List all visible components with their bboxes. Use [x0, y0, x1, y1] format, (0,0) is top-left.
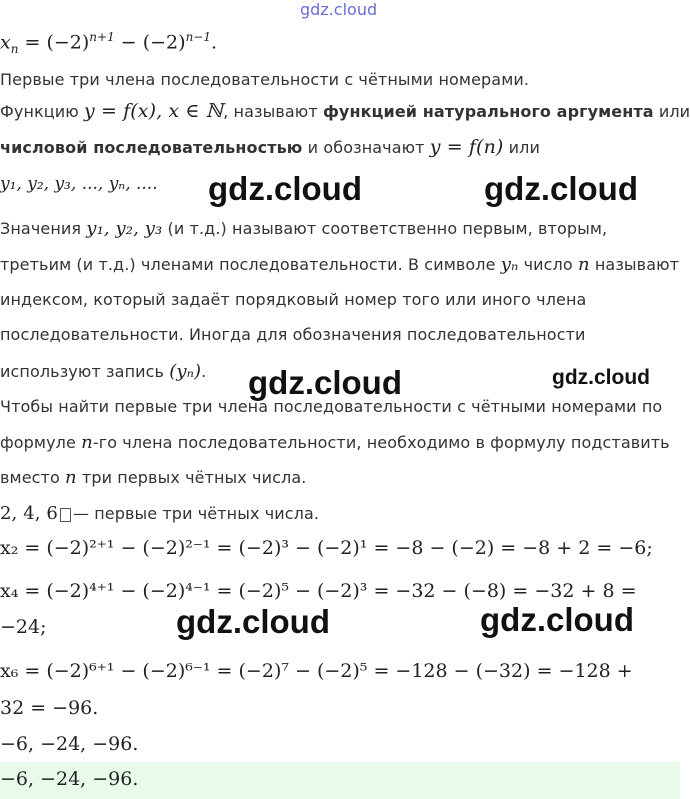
- paragraph-line-11: [0, 432, 680, 453]
- answer-text: −6, −24, −96.: [0, 768, 139, 790]
- paragraph-values: [0, 218, 680, 239]
- text-span: или: [653, 102, 690, 121]
- text-span: называют: [589, 255, 680, 274]
- text-span: Функцию: [0, 102, 85, 121]
- formula-x-sub: n: [10, 42, 19, 57]
- paragraph-line-13: [0, 503, 680, 524]
- text-span: (и т.д.) называют соответственно первым, вторым,: [162, 219, 608, 238]
- formula-exp2: n−1: [185, 30, 211, 44]
- text-span: , называют: [223, 102, 323, 121]
- paragraph-line-12: [0, 467, 680, 488]
- text-span: три первых чётных числа.: [76, 468, 307, 487]
- text-span: используют запись: [0, 362, 170, 381]
- math-span: n: [81, 432, 93, 453]
- text-span: Значения: [0, 219, 87, 238]
- math-span: y₁, y₂, y₃: [86, 218, 163, 239]
- paragraph-task: Первые три члена последовательности с чётными номерами.: [0, 70, 530, 89]
- paragraph-definition-1: [0, 100, 690, 122]
- formula-line: [0, 30, 680, 56]
- watermark: gdz.cloud: [484, 170, 638, 207]
- paragraph-line-6: [0, 254, 680, 275]
- text-span: третьим (и т.д.) членами последовательности. В символе: [0, 255, 501, 274]
- watermark: gdz.cloud: [480, 601, 634, 638]
- formula-part1: = (−2): [18, 31, 90, 54]
- math-span: y₁, y₂, y₃, ..., yₙ, ....: [0, 174, 158, 194]
- answer-box: [0, 762, 680, 799]
- text-span: -го члена последовательности, необходимо в формулу подставить: [92, 433, 670, 452]
- math-span: y = f(x), x ∈ ℕ: [84, 100, 224, 122]
- bold-term: числовой последовательностью: [0, 138, 303, 157]
- watermark-top: gdz.cloud: [300, 0, 378, 19]
- paragraph-line-7: индексом, который задаёт порядковый номер того или иного члена: [0, 290, 587, 309]
- math-span: n: [577, 254, 590, 275]
- equation-x4-line1: x₄ = (−2)⁴⁺¹ − (−2)⁴⁻¹ = (−2)⁵ − (−2)³ = −32 − (−8) = −32 + 8 =: [0, 580, 637, 602]
- text-span: число: [518, 255, 578, 274]
- paragraph-line-8: последовательности. Иногда для обозначения последовательности: [0, 325, 586, 344]
- equation-x6-line2: 32 = −96.: [0, 697, 99, 719]
- text-span: — первые три чётных числа.: [72, 504, 320, 523]
- formula-x: x: [0, 31, 11, 54]
- text-span: формуле: [0, 433, 82, 452]
- math-span: y = f(n): [429, 136, 504, 158]
- equation-x2: x₂ = (−2)²⁺¹ − (−2)²⁻¹ = (−2)³ − (−2)¹ = −8 − (−2) = −8 + 2 = −6;: [0, 537, 653, 559]
- watermark: gdz.cloud: [248, 364, 402, 401]
- math-span: 2, 4, 6: [0, 503, 58, 524]
- missing-glyph-icon: [60, 508, 71, 522]
- text-span: или: [503, 138, 540, 157]
- formula-exp1: n+1: [89, 30, 115, 44]
- bold-term: функцией натурального аргумента: [322, 102, 654, 121]
- math-span: yₙ: [500, 254, 519, 275]
- result-line: −6, −24, −96.: [0, 733, 139, 755]
- formula-dot: .: [210, 31, 218, 54]
- formula-part2: − (−2): [114, 31, 186, 54]
- text-span: и обозначают: [302, 138, 430, 157]
- watermark: gdz.cloud: [176, 603, 330, 640]
- math-span: n: [65, 467, 77, 488]
- watermark: gdz.cloud: [552, 366, 650, 389]
- watermark: gdz.cloud: [208, 170, 362, 207]
- text-span: .: [201, 362, 207, 381]
- paragraph-definition-2: [0, 136, 680, 158]
- equation-x6-line1: x₆ = (−2)⁶⁺¹ − (−2)⁶⁻¹ = (−2)⁷ − (−2)⁵ = −128 − (−32) = −128 +: [0, 660, 633, 682]
- text-span: вместо: [0, 468, 66, 487]
- equation-x4-line2: −24;: [0, 616, 47, 638]
- paragraph-line-10: Чтобы найти первые три члена последовательности с чётными номерами по: [0, 397, 663, 416]
- math-span: (yₙ): [169, 361, 202, 382]
